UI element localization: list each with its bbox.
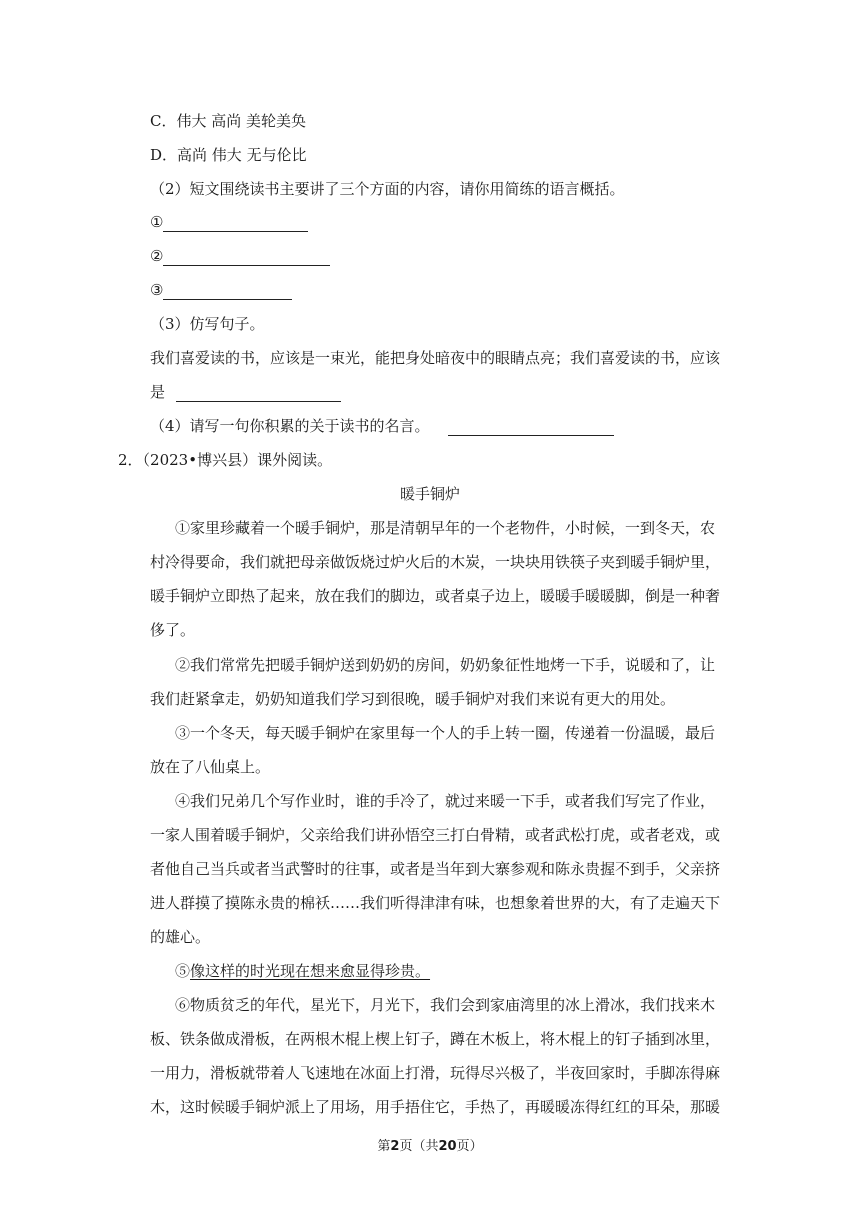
- answer-line-3[interactable]: [150, 280, 292, 300]
- blank-1[interactable]: [163, 215, 308, 232]
- footer-prefix: 第: [377, 1139, 391, 1154]
- underlined-sentence: 像这样的时光现在想来愈显得珍贵。: [190, 962, 431, 980]
- answer-line-1[interactable]: [150, 212, 308, 232]
- option-c: C．伟大 高尚 美轮美奂: [150, 112, 307, 130]
- p6-line-2: 板、铁条做成滑板，在两根木棍上楔上钉子，蹲在木板上，将木棍上的钉子插到冰里，: [150, 1030, 721, 1048]
- p4-line-1: ④我们兄弟几个写作业时，谁的手冷了，就过来暖一下手，或者我们写完了作业，: [175, 792, 716, 810]
- imitation-answer-line[interactable]: [150, 382, 341, 402]
- p1-line-3: 暖手铜炉立即热了起来，放在我们的脚边，或者桌子边上，暖暖手暖暖脚，倒是一种奢: [150, 587, 721, 605]
- page-number: 2: [390, 1139, 400, 1154]
- p6-line-4: 木，这时候暖手铜炉派上了用场，用手捂住它，手热了，再暖暖冻得红红的耳朵，那暖: [150, 1098, 721, 1116]
- p3-line-2: 放在了八仙桌上。: [150, 758, 271, 776]
- blank-2[interactable]: [163, 249, 330, 266]
- p1-line-4: 侈了。: [150, 621, 196, 639]
- p5-line: [175, 961, 430, 981]
- circle-mark-3: ③: [150, 281, 164, 299]
- answer-line-2[interactable]: [150, 246, 330, 266]
- p2-line-2: 我们赶紧拿走，奶奶知道我们学习到很晚，暖手铜炉对我们来说有更大的用处。: [150, 690, 676, 708]
- page-footer: [0, 1138, 860, 1156]
- subquestion-4-line: [150, 416, 614, 436]
- footer-middle: 页（共: [399, 1139, 439, 1154]
- article-title: 暖手铜炉: [399, 485, 460, 503]
- p1-line-2: 村冷得要命，我们就把母亲做饭烧过炉火后的木炭，一块块用铁筷子夹到暖手铜炉里，: [150, 553, 721, 571]
- p5-mark: ⑤: [175, 962, 191, 980]
- p6-line-3: 一用力，滑板就带着人飞速地在冰面上打滑，玩得尽兴极了，半夜回家时，手脚冻得麻: [150, 1064, 721, 1082]
- p4-line-4: 进人群摸了摸陈永贵的棉袄……我们听得津津有味，也想象着世界的大，有了走遍天下: [150, 894, 721, 912]
- p2-line-1: ②我们常常先把暖手铜炉送到奶奶的房间，奶奶象征性地烤一下手，说暖和了，让: [175, 656, 716, 674]
- circle-mark-1: ①: [150, 213, 164, 231]
- question-2-header: 2．（2023•博兴县）课外阅读。: [118, 451, 333, 469]
- subquestion-4: （4）请写一句你积累的关于读书的名言。: [150, 417, 430, 435]
- p6-line-1: ⑥物质贫乏的年代，星光下，月光下，我们会到家庙湾里的冰上滑冰，我们找来木: [175, 996, 716, 1014]
- p3-line-1: ③一个冬天，每天暖手铜炉在家里每一个人的手上转一圈，传递着一份温暖，最后: [175, 724, 716, 742]
- p4-line-2: 一家人围着暖手铜炉，父亲给我们讲孙悟空三打白骨精，或者武松打虎，或者老戏，或: [150, 826, 721, 844]
- p4-line-3: 者他自己当兵或者当武警时的往事，或者是当年到大寨参观和陈永贵握不到手，父亲挤: [150, 860, 721, 878]
- blank-imitation[interactable]: [176, 385, 341, 402]
- p1-line-1: ①家里珍藏着一个暖手铜炉，那是清朝早年的一个老物件，小时候，一到冬天，农: [175, 519, 716, 537]
- total-pages: 20: [438, 1139, 457, 1154]
- footer-suffix: 页）: [456, 1139, 483, 1154]
- subquestion-2: （2）短文围绕读书主要讲了三个方面的内容，请你用简练的语言概括。: [150, 180, 625, 198]
- subquestion-3: （3）仿写句子。: [150, 315, 265, 333]
- circle-mark-2: ②: [150, 247, 164, 265]
- imitation-prefix: 是: [150, 383, 166, 401]
- p4-line-5: 的雄心。: [150, 928, 211, 946]
- option-d: D．高尚 伟大 无与伦比: [150, 146, 307, 164]
- blank-quote[interactable]: [448, 419, 614, 436]
- imitation-sentence: 我们喜爱读的书，应该是一束光，能把身处暗夜中的眼睛点亮；我们喜爱读的书，应该: [150, 349, 721, 367]
- blank-3[interactable]: [163, 283, 292, 300]
